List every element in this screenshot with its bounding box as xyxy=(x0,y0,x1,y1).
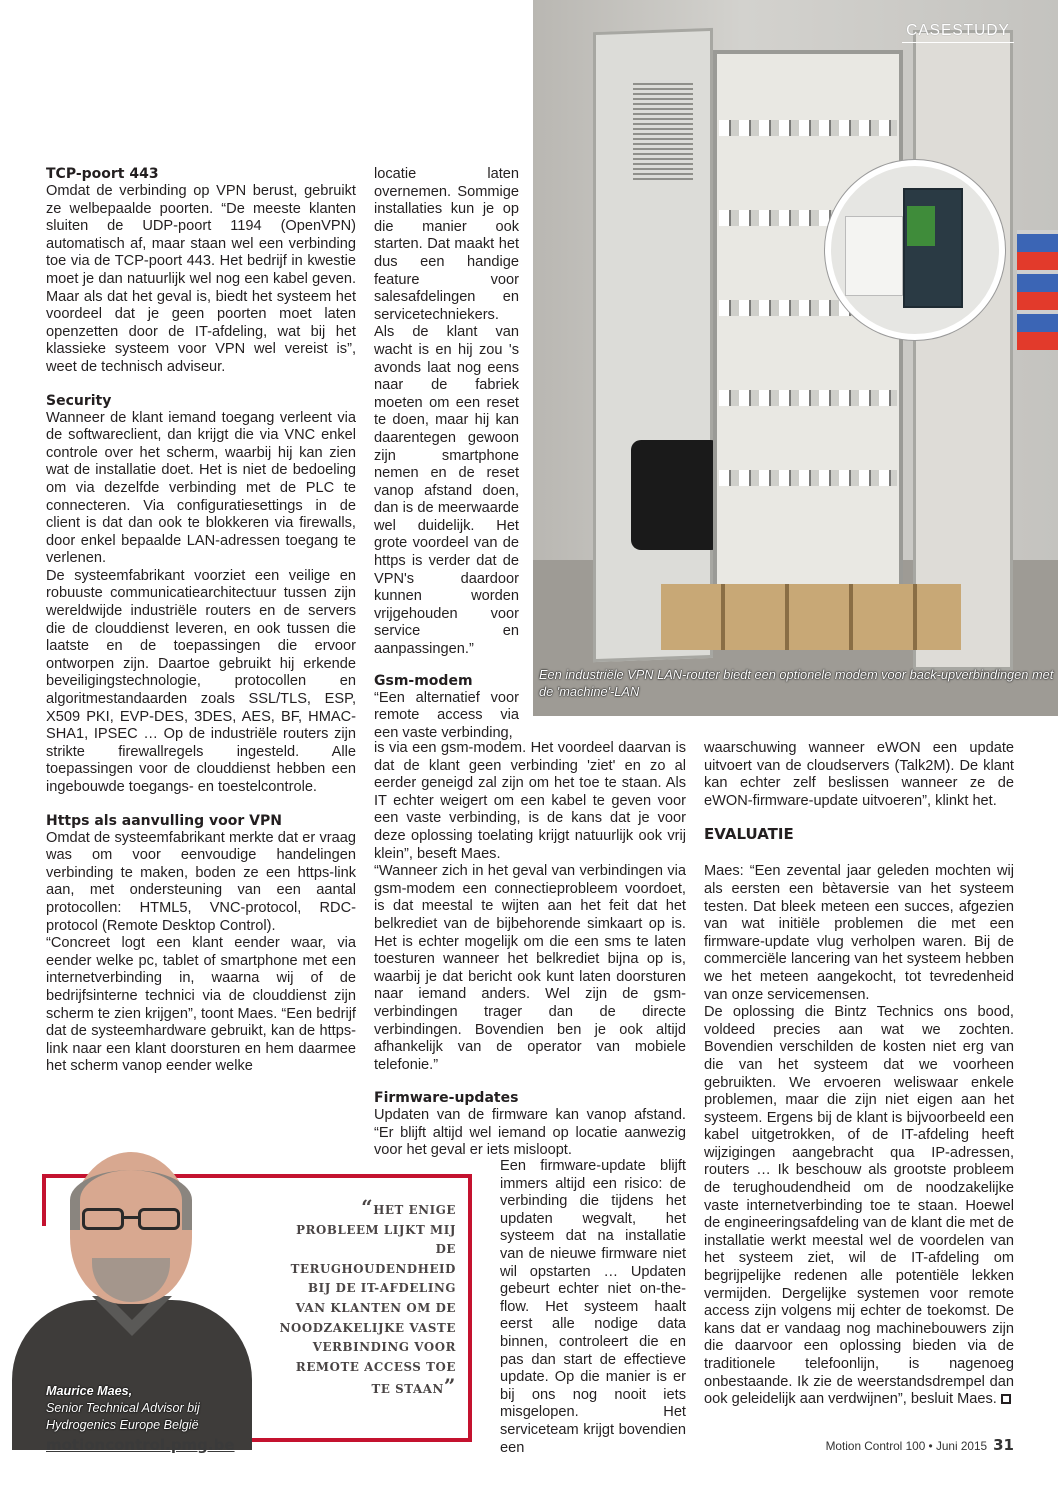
paragraph: “Wanneer zich in het geval van verbindingen via gsm-modem een connectieprobleem voordoet, is dat meestal te wijten aan het feit dat het belkrediet van de bijbehorende simkaart op is. Het is echter mogelijk om die een sms te laten toesturen wanneer het belkrediet bijna op is, waarbij je dat bericht ook kunt laten doorsturen naar iemand anders. Wel zijn de gsm-verbindingen trager dan de directe verbindingen. Bovendien ben je ook altijd afhankelijk van de operator van mobiele telefonie.” xyxy=(374,863,686,1073)
open-quote-mark: “ xyxy=(361,1195,374,1219)
close-quote-mark: ” xyxy=(443,1374,456,1399)
paragraph: Updaten van de firmware kan vanop afstand. “Er blijft altijd wel iemand op locatie aanwezig voor het geval er iets misloopt. xyxy=(374,1107,686,1159)
section-label: CASESTUDY xyxy=(902,22,1014,43)
cabinet-door-right xyxy=(913,30,1013,670)
paragraph: Maes: “Een zevental jaar geleden mochten wij als eersten een bètaversie van het systeem testen. Dat bleek meteen een succes, afgezien van wat initiële problemen die met een firmware-update vlug verholpen waren. Bij de commerciële lancering van het systeem hebben we het meteen aangekocht, tot tevredenheid van onze servicemensen. xyxy=(704,863,1014,1003)
pull-quote xyxy=(276,1195,456,1400)
cabinet-photo xyxy=(533,0,1058,716)
paragraph: Omdat de verbinding op VPN berust, gebruikt ze welbepaalde poorten. “De meeste klanten sluiten de UDP-poort 1194 (OpenVPN) automatisch af, maar staan wel een verbinding toe via de TCP-poort 443. Het bedrijf in kwestie moet je dan natuurlijk wel nog een kabel geven. Maar als dat het geval is, biedt het systeem het voordeel dat je geen poorten moet laten openzetten door de IT-afdeling, wat bij het klassieke systeem voor VPN wel vereist is”, weet de technisch adviseur. xyxy=(46,183,356,375)
glasses xyxy=(82,1208,182,1232)
paragraph: Wanneer de klant iemand toegang verleent via de softwareclient, dan krijgt die via VNC enkel controle over het scherm, waarbij hij kan zien wat de installatie doet. Het is niet de bedoeling om via dezelfde verbinding met de PLC te connecteren. Via configuratiesettings in de client is dat dan ook te blokkeren via firewalls, door enkel bepaalde LAN-adressen toegang te verlenen. xyxy=(46,409,356,567)
pull-quote-text: HET ENIGE PROBLEEM LIJKT MIJ DE TERUGHOUDENDHEID BIJ DE IT-AFDELING VAN KLANTEN OM DE NOODZAKELIJKE VASTE VERBINDING VOOR REMOTE ACCESS TOE TE STAAN xyxy=(279,1203,456,1397)
paragraph: “Een alternatief voor remote access via een vaste verbinding, xyxy=(374,689,519,741)
heading-firmware: Firmware-updates xyxy=(374,1090,519,1107)
paragraph: Een firmware-update blijft immers altijd een risico: de verbinding die tijdens het updaten wegvalt, het systeem dat na installatie van de nieuwe firmware niet wil opstarten … Updaten gebeurt echter niet on-the-flow. Het systeem haalt eerst alle nodige data binnen, controleert die en pas dan start de effectieve update. Op die manier is er bij ons nog nooit iets misgelopen. Het serviceteam krijgt bovendien een xyxy=(500,1158,686,1456)
heading-evaluatie: EVALUATIE xyxy=(704,825,794,844)
paragraph xyxy=(704,1004,1014,1409)
page-number: 31 xyxy=(993,1436,1014,1454)
paragraph-text: De oplossing die Bintz Technics ons bood, voldeed precies aan wat we zochten. Bovendien verschilden de kosten niet erg van die van het systeem dat we voorheen gebruikten. We ervoeren weliswaar enkele problemen, maar die zijn niet eigen aan het systeem. Ergens bij de klant is bijvoorbeeld een kabel uitgetrokken, of de IT-afdeling heeft wijzigingen aangebracht qua IP-adressen, routers … Ik beschouw als grootste probleem de terughoudendheid om de noodzakelijke vaste internetverbinding toe te staan. Hoewel de engineeringsafdeling van de klant die met de installatie werkt meestal wel de voordelen van het systeem ziet, wil de IT-afdeling om begrijpelijke redenen alle potentiële lekken vermijden. Dergelijke systemen voor remote access zijn volgens mij echter de toekomst. De kans dat er vandaag nog machinebouwers zijn die daarvoor een oplossing bieden via de traditionele telefoonlijn, is nagenoeg onbestaande. Ik zie de weerstandsdrempel dan ook geleidelijk aan verdwijnen”, besluit Maes. xyxy=(704,1004,1014,1408)
column-3 xyxy=(704,740,1014,1409)
paragraph: De systeemfabrikant voorziet een veilige en robuuste communicatiearchitectuur tussen zijn wereldwijde industriële routers en de servers die de clouddienst leveren, en ook tussen die laatste en de toepassingen die ervoor ontworpen zijn. Daartoe gebruikt hij erkende beveiligingstechnologie, protocollen en algoritmestandaarden zoals SSL/TLS, ESP, X509 PKI, EVP-DES, 3DES, AES, BF, HMAC-SHA1, IPSEC … Op de industriële routers zijn strikte firewallregels ingesteld. Alle toepassingen voor de clouddienst hebben een ingebouwde toegangs- en toestelcontrole. xyxy=(46,567,356,795)
paragraph: “Concreet logt een klant eender waar, via eender welke pc, tablet of smartphone met een internetverbinding in, waarna wij of de bedrijfsinterne technici via de clouddienst zijn scherm te zien krijgen”, toont Maes. “Een bedrijf dat de systeemhardware gebruikt, kan de https-link naar een klant doorsturen en hem daarmee het scherm vanop eender welke xyxy=(46,935,356,1075)
heading-security: Security xyxy=(46,392,112,409)
column-1 xyxy=(46,166,356,1076)
person-credit xyxy=(46,1383,200,1434)
cabinet-fan xyxy=(631,440,721,550)
paragraph: is via een gsm-modem. Het voordeel daarvan is dat de klant geen verbinding 'ziet' en zo al eerder geneigd zal zijn om het toe te staan. Als IT echter weigert om een kabel te geven voor een vaste verbinding, is de kans dat je voor deze oplossing toelating krijgt natuurlijk ook vrij klein”, beseft Maes. xyxy=(374,740,686,862)
heading-gsm: Gsm-modem xyxy=(374,672,473,689)
end-mark-icon xyxy=(1001,1394,1011,1404)
person-name: Maurice Maes, xyxy=(46,1384,133,1398)
heading-tcp: TCP-poort 443 xyxy=(46,166,159,182)
storage-bins xyxy=(1017,230,1058,350)
vent-grille xyxy=(633,80,693,180)
photo-caption: Een industriële VPN LAN-router biedt een optionele modem voor back-upverbindingen met de 'machine'-LAN xyxy=(539,667,1054,699)
heading-https: Https als aanvulling voor VPN xyxy=(46,812,282,829)
issue-label: Motion Control 100 • Juni 2015 xyxy=(825,1439,988,1453)
website-link[interactable]: motioncontrol.pmg.be xyxy=(46,1436,235,1454)
column-2-middle xyxy=(374,740,686,1160)
person-company: Hydrogenics Europe België xyxy=(46,1418,199,1432)
paragraph: waarschuwing wanneer eWON een update uitvoert van de cloudservers (Talk2M). De klant kan echter zelf beslissen wanneer ze de eWON-firmware-update uitvoeren”, klinkt het. xyxy=(704,740,1014,809)
person-title: Senior Technical Advisor bij xyxy=(46,1401,200,1415)
pallet xyxy=(661,584,961,650)
paragraph: Omdat de systeemfabrikant merkte dat er vraag was om voor eenvoudige handelingen verbinding te maken, boden ze een https-link aan, met ondersteuning van een aantal protocollen: HTML5, VNC-protocol, RDC-protocol (Remote Desktop Control). xyxy=(46,829,356,934)
paragraph: locatie laten overnemen. Sommige installaties kun je op die manier ook starten. Dat maakt het dus een handige feature voor salesafdelingen en servicetechniekers. Als de klant van wacht is en hij zou 's avonds laat nog eens naar de fabriek moeten om een reset te doen, maar hij kan daarentegen gewoon zijn smartphone nemen en de reset vanop afstand doen, dan is de meerwaarde wel duidelijk. Het grote voordeel van de https is verder dat de VPN's daardoor kunnen worden vrijgehouden voor service en aanpassingen.” xyxy=(374,166,519,658)
column-2-bottom xyxy=(500,1158,686,1457)
column-2-top xyxy=(374,166,519,742)
issue-info xyxy=(826,1436,1014,1454)
router-closeup xyxy=(825,160,1005,340)
